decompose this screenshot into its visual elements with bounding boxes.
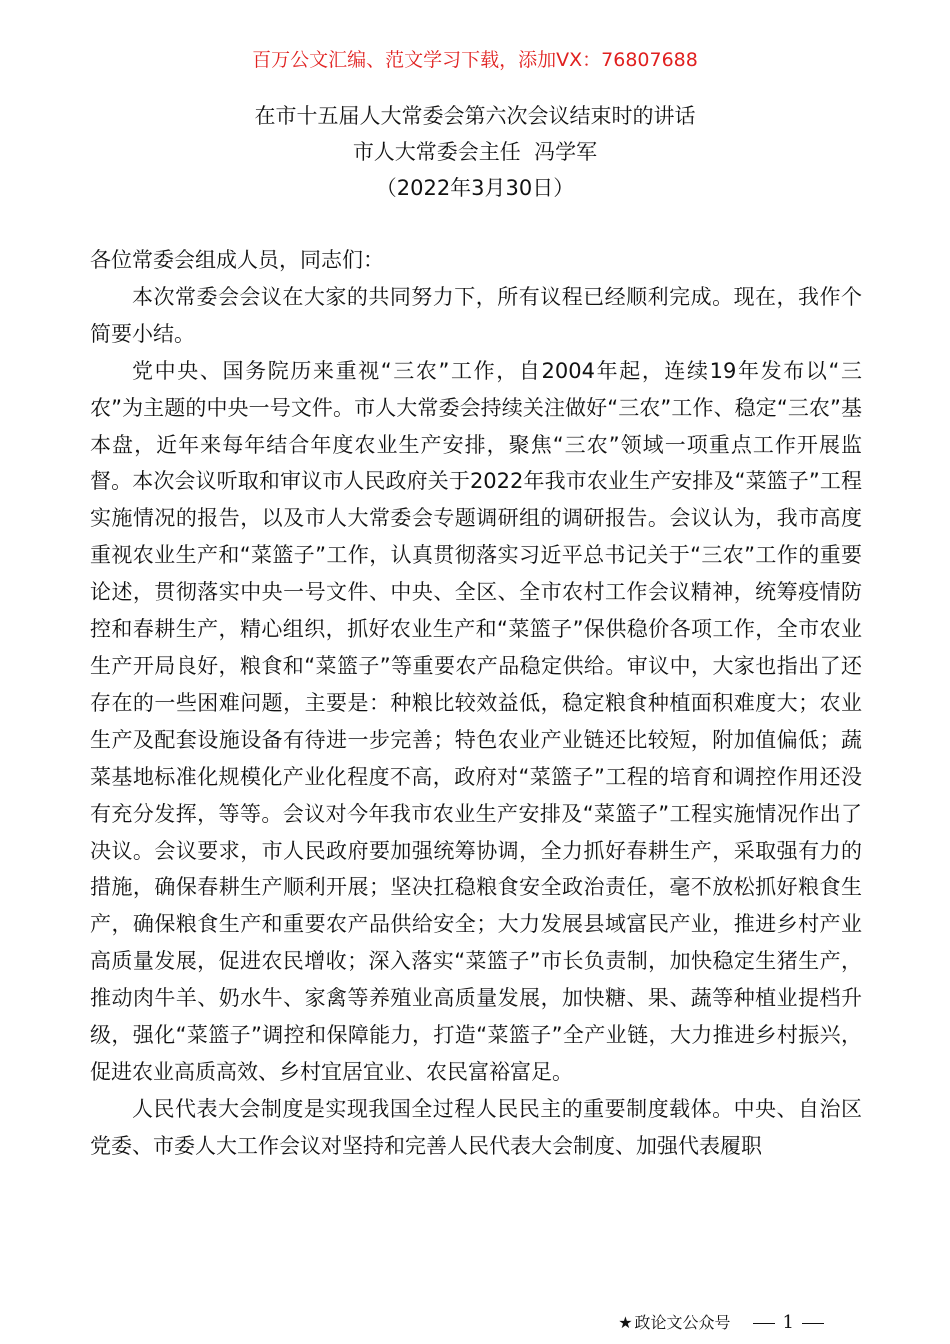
speech-title: 在市十五届人大常委会第六次会议结束时的讲话	[254, 104, 696, 128]
page-number: 1	[782, 1312, 794, 1333]
dash-right	[802, 1323, 824, 1324]
download-banner: 百万公文汇编、范文学习下载，添加VX：76807688	[252, 49, 698, 71]
page-number-group	[745, 1312, 832, 1333]
footer-source: 政论文公众号	[634, 1313, 731, 1332]
page-footer	[0, 1311, 950, 1335]
salutation: 各位常委会组成人员，同志们：	[90, 248, 384, 272]
speech-date: （2022年3月30日）	[375, 176, 575, 200]
title-block	[0, 98, 950, 206]
paragraph-opening: 本次常委会会议在大家的共同努力下，所有议程已经顺利完成。现在，我作个简要小结。	[90, 284, 862, 346]
star-icon: ★	[618, 1313, 633, 1332]
dash-left	[753, 1323, 775, 1324]
speech-body	[90, 242, 862, 1165]
speaker-line: 市人大常委会主任 冯学军	[352, 140, 598, 164]
paragraph-people-congress: 人民代表大会制度是实现我国全过程人民民主的重要制度载体。中央、自治区党委、市委人大工作会议对坚持和完善人民代表大会制度、加强代表履职	[90, 1096, 862, 1158]
footer-source-and-page	[618, 1311, 832, 1335]
paragraph-agriculture: 党中央、国务院历来重视“三农”工作，自2004年起，连续19年发布以“三农”为主题的中央一号文件。市人大常委会持续关注做好“三农”工作、稳定“三农”基本盘，近年来每年结合年度农业生产安排，聚焦“三农”领域一项重点工作开展监督。本次会议听取和审议市人民政府关于2022年我市农业生产安排及“菜篮子”工程实施情况的报告，以及市人大常委会专题调研组的调研报告。会议认为，我市高度重视农业生产和“菜篮子”工作，认真贯彻落实习近平总书记关于“三农”工作的重要论述，贯彻落实中央一号文件、中央、全区、全市农村工作会议精神，统筹疫情防控和春耕生产，精心组织，抓好农业生产和“菜篮子”保供稳价各项工作，全市农业生产开局良好，粮食和“菜篮子”等重要农产品稳定供给。审议中，大家也指出了还存在的一些困难问题，主要是：种粮比较效益低，稳定粮食种植面积难度大；农业生产及配套设施设备有待进一步完善；特色农业产业链还比较短，附加值偏低；蔬菜基地标准化规模化产业化程度不高，政府对“菜篮子”工程的培育和调控作用还没有充分发挥，等等。会议对今年我市农业生产安排及“菜篮子”工程实施情况作出了决议。会议要求，市人民政府要加强统筹协调，全力抓好春耕生产，采取强有力的措施，确保春耕生产顺利开展；坚决扛稳粮食安全政治责任，毫不放松抓好粮食生产，确保粮食生产和重要农产品供给安全；大力发展县域富民产业，推进乡村产业高质量发展，促进农民增收；深入落实“菜篮子”市长负责制，加快稳定生猪生产，推动肉牛羊、奶水牛、家禽等养殖业高质量发展，加快糖、果、蔬等种植业提档升级，强化“菜篮子”调控和保障能力，打造“菜篮子”全产业链，大力推进乡村振兴，促进农业高质高效、乡村宜居宜业、农民富裕富足。	[90, 358, 862, 1084]
